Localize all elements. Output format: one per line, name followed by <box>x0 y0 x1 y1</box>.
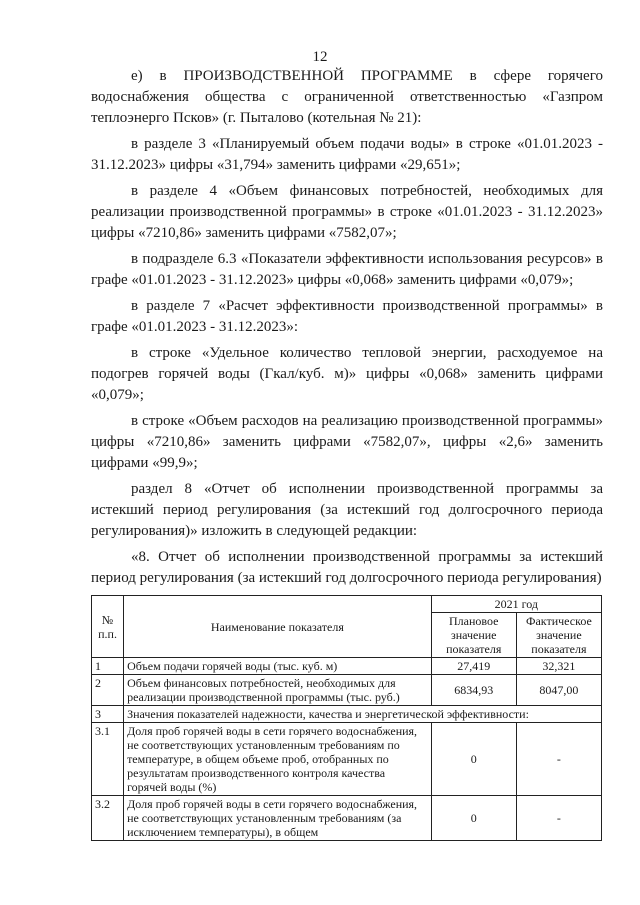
table-row <box>92 706 602 723</box>
table-row <box>92 675 602 706</box>
page-number: 12 <box>312 49 328 65</box>
row-name: Объем подачи горячей воды (тыс. куб. м) <box>124 658 432 675</box>
row-num: 3 <box>92 706 124 723</box>
paragraph-subsection-6-3: в подразделе 6.3 «Показатели эффективности использования ресурсов» в графе «01.01.2023 - 31.12.2023» цифры «0,068» заменить цифрами «0,079»; <box>91 251 603 288</box>
paragraph-section-3: в разделе 3 «Планируемый объем подачи воды» в строке «01.01.2023 - 31.12.2023» цифры «31,794» заменить цифрами «29,651»; <box>91 136 603 173</box>
table-header-row <box>92 596 602 613</box>
row-plan: 27,419 <box>431 658 516 675</box>
row-fact: - <box>516 796 601 841</box>
header-fact: Фактическое значение показателя <box>516 613 601 658</box>
paragraph-section-8: раздел 8 «Отчет об исполнении производственной программы за истекший период регулирования (за истекший год долгосрочного периода регулирования)» изложить в следующей редакции: <box>91 481 603 539</box>
table-row <box>92 658 602 675</box>
header-name: Наименование показателя <box>124 596 432 658</box>
row-fact: 32,321 <box>516 658 601 675</box>
report-table <box>91 595 602 841</box>
row-fact: - <box>516 723 601 796</box>
table-row <box>92 723 602 796</box>
paragraph-row-specific-heat: в строке «Удельное количество тепловой энергии, расходуемое на подогрев горячей воды (Гкал/куб. м)» цифры «0,068» заменить цифрами «0,079»; <box>91 345 603 403</box>
paragraph-report-title: «8. Отчет об исполнении производственной программы за истекший период регулирования (за истекший год долгосрочного периода регулирования) <box>91 549 603 586</box>
row-name: Объем финансовых потребностей, необходимых для реализации производственной программы (тыс. руб.) <box>124 675 432 706</box>
paragraph-intro: е) в ПРОИЗВОДСТВЕННОЙ ПРОГРАММЕ в сфере горячего водоснабжения общества с ограниченной ответственностью «Газпром теплоэнерго Псков» (г. Пыталово (котельная № 21): <box>91 68 603 126</box>
row-plan: 0 <box>431 723 516 796</box>
header-year: 2021 год <box>431 596 601 613</box>
header-plan: Плановое значение показателя <box>431 613 516 658</box>
paragraph-section-7: в разделе 7 «Расчет эффективности производственной программы» в графе «01.01.2023 - 31.12.2023»: <box>91 298 603 335</box>
header-num: № п.п. <box>92 596 124 658</box>
row-plan: 0 <box>431 796 516 841</box>
row-plan: 6834,93 <box>431 675 516 706</box>
row-num: 1 <box>92 658 124 675</box>
row-name-spanning: Значения показателей надежности, качества и энергетической эффективности: <box>124 706 602 723</box>
paragraph-section-4: в разделе 4 «Объем финансовых потребностей, необходимых для реализации производственной программы» в строке «01.01.2023 - 31.12.2023» цифры «7210,86» заменить цифрами «7582,07»; <box>91 183 603 241</box>
table-row <box>92 796 602 841</box>
document-body <box>91 66 603 592</box>
paragraph-row-expenses: в строке «Объем расходов на реализацию производственной программы» цифры «7210,86» заменить цифрами «7582,07», цифры «2,6» заменить цифрами «99,9»; <box>91 413 603 471</box>
row-num: 3.1 <box>92 723 124 796</box>
row-name: Доля проб горячей воды в сети горячего водоснабжения, не соответствующих установленным требованиям по температуре, в общем объеме проб, отобранных по результатам производственного контроля качества горячей воды (%) <box>124 723 432 796</box>
row-num: 3.2 <box>92 796 124 841</box>
row-fact: 8047,00 <box>516 675 601 706</box>
row-num: 2 <box>92 675 124 706</box>
row-name: Доля проб горячей воды в сети горячего водоснабжения, не соответствующих установленным требованиям (за исключением температуры), в общем <box>124 796 432 841</box>
